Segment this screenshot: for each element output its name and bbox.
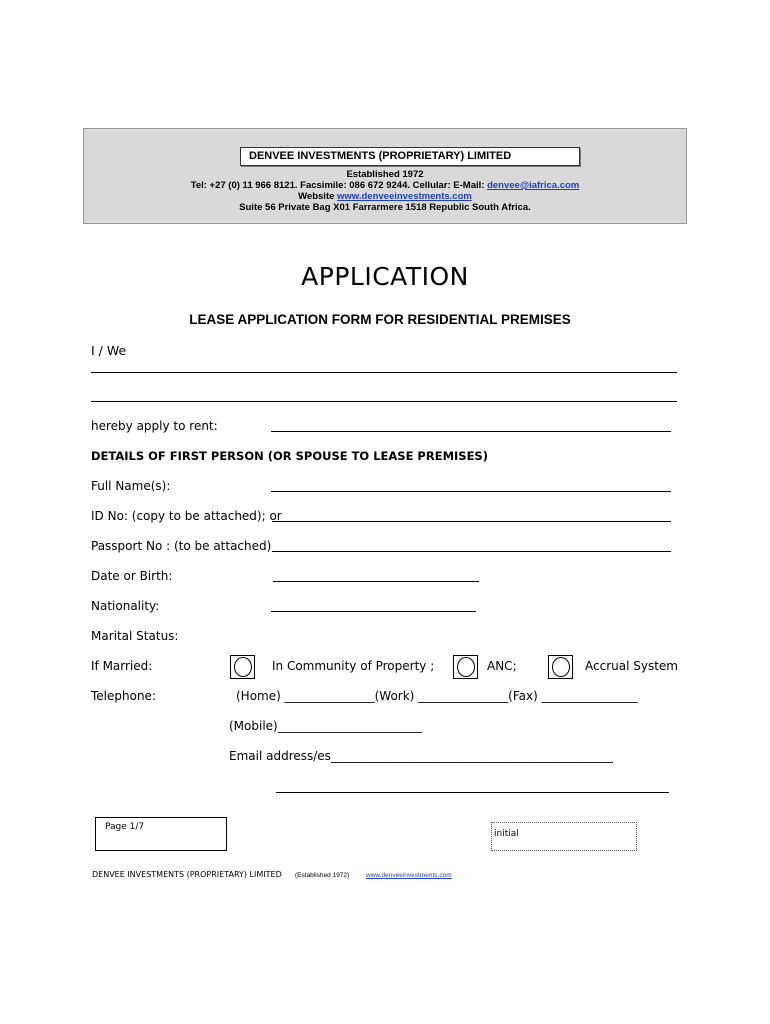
radio-circle-icon: [552, 657, 570, 677]
if-married-label: If Married:: [91, 659, 153, 673]
accrual-option-frame[interactable]: [548, 655, 573, 679]
telephone-fields[interactable]: (Home) _______________(Work) _______________(Fax) ________________: [236, 689, 638, 703]
website-label: Website: [298, 191, 338, 202]
company-name: DENVEE INVESTMENTS (PROPRIETARY) LIMITED: [249, 150, 512, 162]
initial-label: initial: [494, 829, 519, 839]
established-line: Established 1972: [346, 169, 424, 180]
id-no-line[interactable]: [272, 521, 671, 522]
anc-option-label: ANC;: [487, 659, 517, 673]
apply-rent-label: hereby apply to rent:: [91, 419, 218, 433]
initial-box[interactable]: [491, 822, 637, 851]
full-names-label: Full Name(s):: [91, 479, 171, 493]
form-subtitle: LEASE APPLICATION FORM FOR RESIDENTIAL PREMISES: [189, 312, 571, 327]
passport-label: Passport No : (to be attached): [91, 539, 272, 553]
website-line: [83, 191, 687, 202]
community-option-label: In Community of Property ;: [272, 659, 435, 673]
radio-circle-icon: [457, 657, 475, 677]
mobile-field[interactable]: (Mobile)________________________: [229, 719, 422, 733]
footer-established: (Established 1972): [295, 872, 350, 879]
website-link[interactable]: www.denveeinvestments.com: [337, 191, 472, 202]
address-line: Suite 56 Private Bag X01 Farrarmere 1518 Republic South Africa.: [239, 202, 531, 213]
telephone-label: Telephone:: [91, 689, 156, 703]
email-line-2[interactable]: [276, 792, 669, 793]
full-names-line[interactable]: [271, 491, 671, 492]
radio-circle-icon: [234, 657, 252, 677]
anc-option-frame[interactable]: [453, 655, 478, 679]
passport-line[interactable]: [272, 551, 671, 552]
company-name-box: [240, 147, 580, 166]
footer-website-link[interactable]: www.denveeinvestments.com: [366, 872, 452, 879]
section-heading: DETAILS OF FIRST PERSON (OR SPOUSE TO LEASE PREMISES): [91, 449, 488, 463]
nationality-label: Nationality:: [91, 599, 160, 613]
page-number-box: [95, 817, 227, 851]
dob-line[interactable]: [273, 581, 479, 582]
i-we-line-1[interactable]: [91, 372, 677, 373]
page-title: APPLICATION: [301, 262, 469, 291]
email-link[interactable]: denvee@iafrica.com: [487, 180, 580, 191]
footer-company: DENVEE INVESTMENTS (PROPRIETARY) LIMITED: [92, 870, 282, 879]
email-field[interactable]: Email address/es_______________________________________________: [229, 749, 613, 763]
marital-status-label: Marital Status:: [91, 629, 179, 643]
i-we-line-2[interactable]: [91, 401, 677, 402]
i-we-label: I / We: [91, 343, 127, 358]
id-no-label: ID No: (copy to be attached); or: [91, 509, 282, 523]
page-number: Page 1/7: [105, 822, 145, 832]
community-option-frame[interactable]: [230, 655, 255, 679]
contact-text: Tel: +27 (0) 11 966 8121. Facsimile: 086 672 9244. Cellular: E-Mail:: [190, 180, 488, 191]
accrual-option-label: Accrual System: [585, 659, 678, 673]
apply-rent-line[interactable]: [271, 431, 671, 432]
nationality-line[interactable]: [271, 611, 476, 612]
dob-label: Date or Birth:: [91, 569, 173, 583]
contact-line: [83, 180, 687, 191]
